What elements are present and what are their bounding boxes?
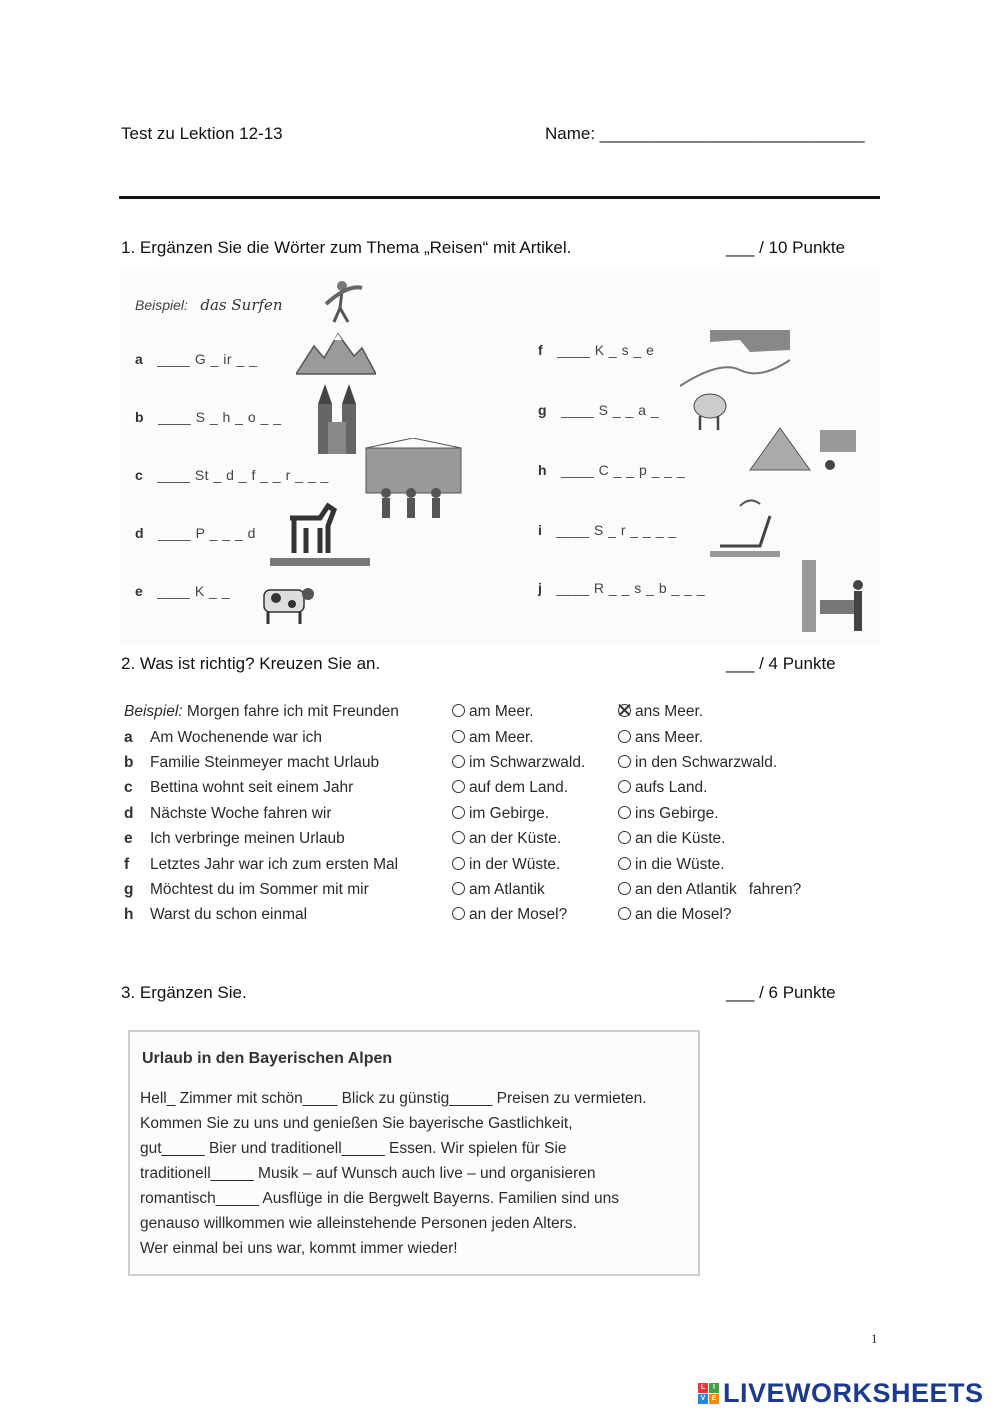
advert-line-1[interactable]: Hell_ Zimmer mit schön____ Blick zu günstig_____ Preisen zu vermieten.: [140, 1090, 647, 1107]
castle-icon: [312, 382, 362, 457]
word-row-j[interactable]: j ____ R _ _ s _ b _ _ _: [538, 580, 706, 596]
option-c-2[interactable]: aufs Land.: [618, 779, 707, 797]
camping-icon: [740, 410, 860, 480]
example-sentence-row: [124, 703, 399, 721]
city-tour-icon: [356, 438, 476, 523]
horse-icon: [270, 498, 370, 573]
choice-row-h: h Warst du schon einmal: [124, 906, 308, 923]
radio-circle-icon[interactable]: [452, 831, 465, 844]
choice-row-f: f Letztes Jahr war ich zum ersten Mal: [124, 856, 399, 873]
word-row-g[interactable]: g ____ S _ _ a _: [538, 402, 660, 418]
test-title: Test zu Lektion 12-13: [121, 124, 283, 143]
radio-circle-icon[interactable]: [618, 780, 631, 793]
radio-circle-icon[interactable]: [452, 806, 465, 819]
radio-circle-icon[interactable]: [618, 882, 631, 895]
sheep-icon: [688, 388, 730, 433]
task-2-points[interactable]: ___ / 4 Punkte: [726, 654, 836, 673]
option-g-2[interactable]: an den Atlantik fahren?: [618, 881, 801, 899]
radio-circle-icon[interactable]: [618, 857, 631, 870]
advert-line-7: Wer einmal bei uns war, kommt immer wieder!: [140, 1240, 458, 1257]
cow-icon: [256, 576, 316, 626]
advert-line-3[interactable]: gut_____ Bier und traditionell_____ Essen. Wir spielen für Sie: [140, 1140, 567, 1157]
radio-circle-icon[interactable]: [452, 857, 465, 870]
choice-row-c: c Bettina wohnt seit einem Jahr: [124, 779, 354, 796]
word-row-c[interactable]: c ____ St _ d _ f _ _ r _ _ _: [135, 467, 329, 483]
option-a-2[interactable]: ans Meer.: [618, 729, 703, 747]
liveworksheets-logo[interactable]: [698, 1378, 984, 1409]
word-row-d[interactable]: d ____ P _ _ _ d: [135, 525, 256, 541]
radio-circle-icon[interactable]: [452, 730, 465, 743]
advert-text-box: [128, 1030, 700, 1276]
option-d-1[interactable]: im Gebirge.: [452, 805, 549, 823]
advert-title: Urlaub in den Bayerischen Alpen: [142, 1050, 393, 1067]
option-f-1[interactable]: in der Wüste.: [452, 856, 560, 874]
option-g-1[interactable]: am Atlantik: [452, 881, 545, 899]
travel-agency-icon: [800, 555, 870, 640]
option-h-2[interactable]: an die Mosel?: [618, 906, 732, 924]
radio-circle-icon[interactable]: [618, 755, 631, 768]
option-g-suffix: fahren?: [748, 881, 802, 898]
task-1-points[interactable]: ___ / 10 Punkte: [726, 238, 846, 257]
example-label: Beispiel:: [135, 297, 188, 313]
choice-row-d: d Nächste Woche fahren wir: [124, 805, 332, 822]
page-number: 1: [871, 1331, 878, 1346]
radio-circle-icon[interactable]: [618, 806, 631, 819]
radio-circle-icon[interactable]: [452, 882, 465, 895]
name-field[interactable]: Name: ____________________________: [545, 124, 865, 143]
choice-row-g: g Möchtest du im Sommer mit mir: [124, 881, 369, 898]
example-answer: das Surfen: [200, 296, 283, 314]
radio-circle-icon: [452, 704, 465, 717]
radio-circle-icon[interactable]: [452, 780, 465, 793]
surfer-icon: [318, 276, 368, 326]
option-e-1[interactable]: an der Küste.: [452, 830, 561, 848]
header-divider: [119, 196, 880, 199]
word-row-i[interactable]: i ____ S _ r _ _ _ _: [538, 522, 677, 538]
word-row-b[interactable]: b ____ S _ h _ o _ _: [135, 409, 282, 425]
example-label-2: Beispiel:: [124, 703, 183, 720]
choice-row-a: a Am Wochenende war ich: [124, 729, 323, 746]
example-option-2: ans Meer.: [618, 703, 703, 721]
radio-circle-icon[interactable]: [618, 907, 631, 920]
liveworksheets-icon: L I V E: [698, 1383, 719, 1404]
advert-line-4[interactable]: traditionell_____ Musik – auf Wunsch auch live – und organisieren: [140, 1165, 596, 1182]
option-f-2[interactable]: in die Wüste.: [618, 856, 725, 874]
example-sentence: Morgen fahre ich mit Freunden: [186, 703, 399, 720]
word-row-h[interactable]: h ____ C _ _ p _ _ _: [538, 462, 686, 478]
option-b-2[interactable]: in den Schwarzwald.: [618, 754, 777, 772]
example-option-1: am Meer.: [452, 703, 534, 721]
crossed-circle-icon: [618, 704, 631, 717]
example-row: [135, 296, 283, 315]
radio-circle-icon[interactable]: [618, 730, 631, 743]
word-row-e[interactable]: e ____ K _ _: [135, 583, 231, 599]
option-e-2[interactable]: an die Küste.: [618, 830, 725, 848]
option-c-1[interactable]: auf dem Land.: [452, 779, 568, 797]
vocab-exercise: [120, 270, 880, 645]
task-1-heading: 1. Ergänzen Sie die Wörter zum Thema „Reisen“ mit Artikel.: [121, 238, 572, 257]
advert-line-5[interactable]: romantisch_____ Ausflüge in die Bergwelt Bayerns. Familien sind uns: [140, 1190, 620, 1207]
choice-row-e: e Ich verbringe meinen Urlaub: [124, 830, 345, 847]
radio-circle-icon[interactable]: [452, 755, 465, 768]
word-row-f[interactable]: f ____ K _ s _ e: [538, 342, 655, 358]
option-a-1[interactable]: am Meer.: [452, 729, 534, 747]
task-3-points[interactable]: ___ / 6 Punkte: [726, 983, 836, 1002]
option-d-2[interactable]: ins Gebirge.: [618, 805, 719, 823]
coast-icon: [680, 320, 790, 390]
option-b-1[interactable]: im Schwarzwald.: [452, 754, 585, 772]
mountains-icon: [296, 328, 376, 378]
choice-row-b: b Familie Steinmeyer macht Urlaub: [124, 754, 380, 771]
word-row-a[interactable]: a ____ G _ ir _ _: [135, 351, 258, 367]
radio-circle-icon[interactable]: [452, 907, 465, 920]
task-3-heading: 3. Ergänzen Sie.: [121, 983, 247, 1002]
option-h-1[interactable]: an der Mosel?: [452, 906, 567, 924]
radio-circle-icon[interactable]: [618, 831, 631, 844]
beach-chair-icon: [710, 496, 780, 561]
advert-line-2: Kommen Sie zu uns und genießen Sie bayerische Gastlichkeit,: [140, 1115, 573, 1132]
liveworksheets-brand: LIVEWORKSHEETS: [723, 1378, 984, 1408]
advert-line-6: genauso willkommen wie alleinstehende Personen jeden Alters.: [140, 1215, 577, 1232]
task-2-heading: 2. Was ist richtig? Kreuzen Sie an.: [121, 654, 381, 673]
